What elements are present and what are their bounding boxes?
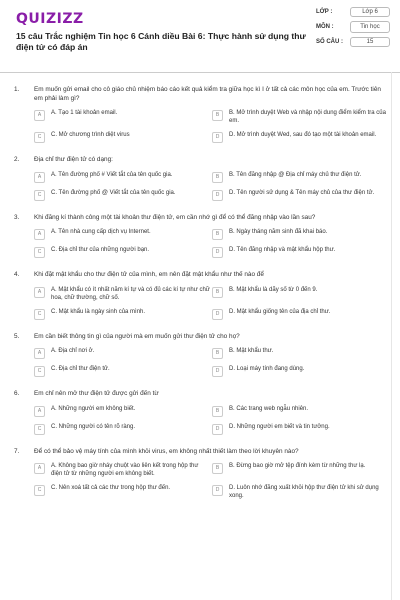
option-letter: D [212, 247, 223, 258]
meta-value-socau: 15 [350, 37, 390, 47]
answer-option-a[interactable] [34, 171, 212, 183]
option-letter: A [34, 172, 45, 183]
option-text: A. Những người em không biết. [51, 405, 136, 412]
option-text: D. Mật khẩu giống tên của địa chỉ thư. [229, 308, 331, 315]
answer-option-c[interactable] [34, 189, 212, 201]
option-letter: C [34, 132, 45, 143]
option-letter: A [34, 463, 45, 474]
question-item [0, 333, 400, 378]
option-text: A. Mật khẩu có ít nhất năm kí tự và có đủ các kí tự như chữ hoa, chữ thường, chữ số. [51, 286, 210, 301]
meta-label-lop: LỚP : [316, 9, 333, 15]
option-letter: D [212, 132, 223, 143]
question-item [0, 390, 400, 435]
option-text: D. Những người em biết và tin tưởng. [229, 423, 330, 430]
option-text: C. Tên đường phố @ Viết tắt của tên quốc gia. [51, 189, 176, 196]
option-letter: B [212, 229, 223, 240]
option-text: B. Mở trình duyệt Web và nhập nội dung điểm kiểm tra của em. [229, 110, 386, 124]
meta-value-mon: Tin học [350, 21, 390, 33]
answer-option-a[interactable] [34, 462, 212, 478]
option-letter: B [212, 110, 223, 121]
question-number: 5. [14, 332, 20, 340]
option-letter: D [212, 424, 223, 435]
option-letter: A [34, 406, 45, 417]
question-list [0, 86, 400, 513]
option-text: A. Tên đường phố # Viết tắt của tên quốc gia. [51, 171, 173, 178]
option-letter: B [212, 172, 223, 183]
option-text: B. Đừng bao giờ mở tệp đính kèm từ những thư lạ. [229, 463, 366, 469]
answer-option-d[interactable] [212, 189, 390, 201]
meta-row-socau [316, 37, 394, 47]
answer-option-a[interactable] [34, 286, 212, 302]
answer-option-d[interactable] [212, 131, 390, 143]
answer-option-b[interactable] [212, 405, 390, 417]
option-text: C. Mở chương trình diệt virus [51, 132, 130, 138]
question-text: Khi đăng kí thành công một tài khoản thư điện tử, em cần nhớ gì để có thể đăng nhập vào lần sau? [34, 213, 316, 221]
meta-value-lop: Lớp 6 [350, 7, 390, 17]
answer-options [34, 228, 390, 258]
answer-option-a[interactable] [34, 347, 212, 359]
meta-row-mon [316, 21, 394, 33]
option-letter: C [34, 190, 45, 201]
answer-option-d[interactable] [212, 246, 390, 258]
answer-option-c[interactable] [34, 365, 212, 377]
question-number: 7. [14, 447, 20, 455]
option-letter: D [212, 190, 223, 201]
option-text: B. Mật khẩu là dãy số từ 0 đến 9. [229, 286, 318, 293]
option-text: C. Nên xoá tất cả các thư trong hộp thư đến. [51, 485, 171, 491]
option-text: D. Luôn nhớ đăng xuất khỏi hộp thư điện tử khi sử dụng xong. [229, 485, 379, 499]
question-text: Khi đặt mật khẩu cho thư điện tử của mình, em nên đặt mật khẩu như thế nào để [34, 271, 264, 278]
question-text: Em chỉ nên mở thư điện tử được gửi đến từ [34, 390, 159, 397]
option-text: D. Loại máy tính đang dùng. [229, 366, 305, 372]
question-number: 6. [14, 390, 20, 397]
answer-option-b[interactable] [212, 228, 390, 240]
question-item [0, 448, 400, 501]
option-letter: D [212, 366, 223, 377]
answer-options [34, 109, 390, 143]
option-letter: A [34, 348, 45, 359]
meta-panel [316, 7, 394, 51]
option-letter: A [34, 110, 45, 121]
option-letter: D [212, 309, 223, 320]
meta-row-lop [316, 7, 394, 17]
question-text: Em cần biết thông tin gì của người mà em muốn gửi thư điện tử cho họ? [34, 332, 240, 340]
question-item [0, 156, 400, 201]
question-item [0, 86, 400, 143]
answer-option-a[interactable] [34, 228, 212, 240]
option-letter: B [212, 463, 223, 474]
answer-option-b[interactable] [212, 109, 390, 125]
option-text: A. Tạo 1 tài khoản email. [51, 110, 118, 116]
option-text: A. Không bao giờ nháy chuột vào liên kết trong hộp thư điện tử từ những người em không biết. [51, 463, 199, 477]
answer-option-b[interactable] [212, 286, 390, 302]
answer-option-d[interactable] [212, 423, 390, 435]
option-text: D. Tên người sử dụng & Tên máy chủ của thư điện tử. [229, 189, 375, 196]
option-text: D. Mở trình duyệt Wed, sau đó tạo một tài khoản email. [229, 132, 377, 138]
page-title: 15 câu Trắc nghiệm Tin học 6 Cánh diều Bài 6: Thực hành sử dụng thư điện tử có đáp án [16, 31, 306, 52]
meta-label-socau: SỐ CÂU : [316, 39, 343, 45]
meta-label-mon: MÔN : [316, 24, 334, 30]
option-text: B. Ngày tháng năm sinh đã khai báo. [229, 229, 328, 235]
option-letter: A [34, 229, 45, 240]
answer-option-d[interactable] [212, 365, 390, 377]
answer-option-b[interactable] [212, 171, 390, 183]
answer-option-d[interactable] [212, 308, 390, 320]
answer-option-a[interactable] [34, 109, 212, 125]
option-text: B. Các trang web ngẫu nhiên. [229, 405, 309, 412]
option-letter: C [34, 309, 45, 320]
option-letter: C [34, 366, 45, 377]
question-text: Địa chỉ thư điện tử có dạng: [34, 156, 113, 163]
quizizz-logo: QUIZIZZ [16, 11, 84, 27]
option-letter: B [212, 287, 223, 298]
answer-options [34, 286, 390, 320]
option-text: A. Tên nhà cung cấp dịch vụ Internet. [51, 229, 151, 235]
option-text: B. Mật khẩu thư. [229, 348, 274, 354]
question-number: 4. [14, 271, 20, 278]
option-text: D. Tên đăng nhập và mật khẩu hộp thư. [229, 247, 336, 253]
answer-option-c[interactable] [34, 308, 212, 320]
question-text: Để có thể bảo vệ máy tính của mình khỏi virus, em không nhất thiết làm theo lời khuyên nào? [34, 447, 299, 455]
option-letter: C [34, 424, 45, 435]
answer-option-c[interactable] [34, 131, 212, 143]
option-letter: D [212, 485, 223, 496]
answer-options [34, 347, 390, 377]
option-text: C. Mật khẩu là ngày sinh của mình. [51, 308, 146, 315]
answer-option-a[interactable] [34, 405, 212, 417]
question-item [0, 214, 400, 259]
option-text: A. Địa chỉ nơi ở. [51, 348, 95, 354]
answer-option-c[interactable] [34, 484, 212, 500]
answer-options [34, 462, 390, 500]
answer-options [34, 405, 390, 435]
answer-option-b[interactable] [212, 347, 390, 359]
option-text: C. Địa chỉ thư của những người bạn. [51, 247, 150, 253]
option-letter: B [212, 348, 223, 359]
option-text: B. Tên đăng nhập @ Địa chỉ máy chủ thư điện tử. [229, 171, 362, 178]
answer-option-c[interactable] [34, 246, 212, 258]
question-item [0, 271, 400, 320]
answer-option-d[interactable] [212, 484, 390, 500]
answer-option-c[interactable] [34, 423, 212, 435]
question-number: 1. [14, 86, 20, 93]
option-text: C. Địa chỉ thư điện tử. [51, 366, 110, 372]
option-letter: B [212, 406, 223, 417]
answer-options [34, 171, 390, 201]
worksheet-header [0, 0, 400, 73]
option-letter: C [34, 485, 45, 496]
option-text: C. Những người có tên rõ ràng. [51, 423, 136, 430]
question-number: 2. [14, 156, 20, 163]
option-letter: C [34, 247, 45, 258]
question-text: Em muốn gửi email cho cô giáo chủ nhiệm báo cáo kết quả kiểm tra giữa học kì I ở tất cả các môn học của em. Trước tiên em phải làm gì? [34, 86, 381, 102]
question-number: 3. [14, 213, 20, 221]
option-letter: A [34, 287, 45, 298]
answer-option-b[interactable] [212, 462, 390, 478]
